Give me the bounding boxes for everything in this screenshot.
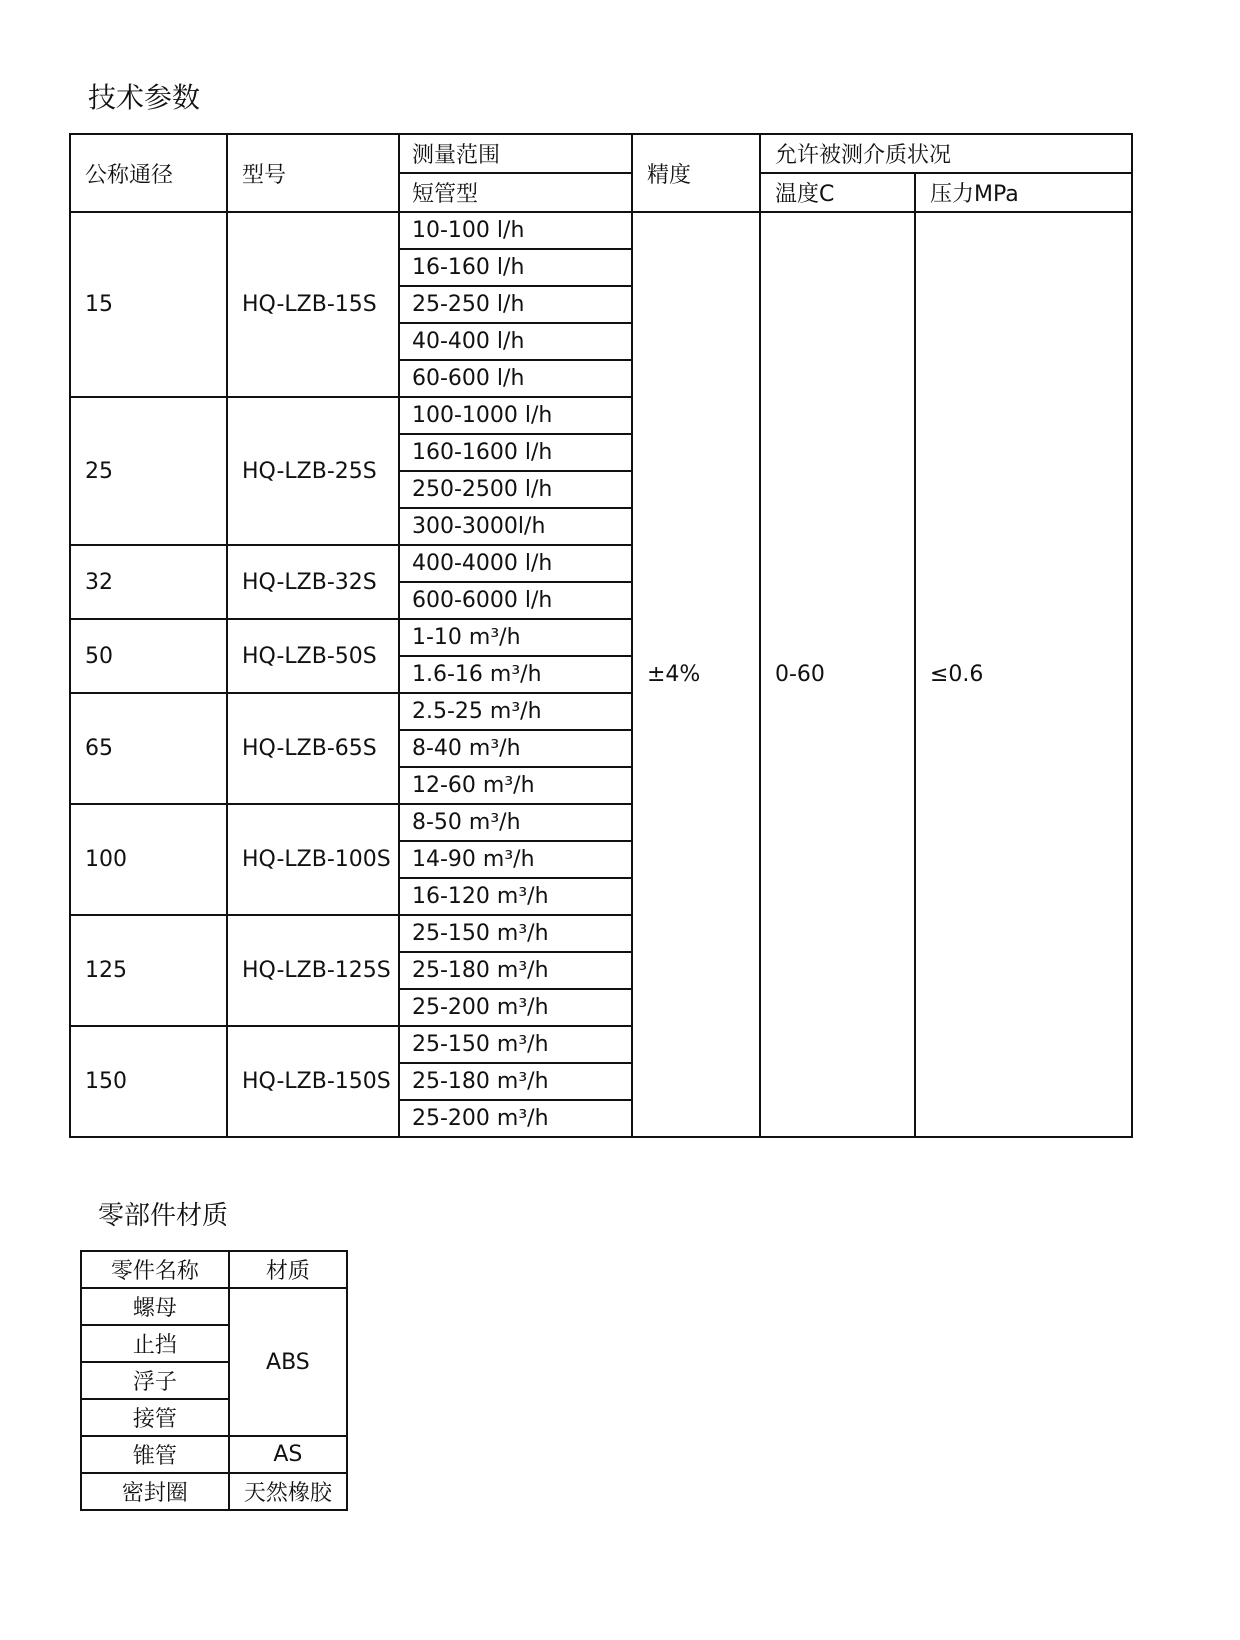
part-name: 锥管 [81,1436,229,1473]
part-name: 密封圈 [81,1473,229,1510]
part-material-abs: ABS [229,1288,347,1436]
pressure-cell: ≤0.6 [915,212,1132,1137]
range-cell: 25-200 m³/h [399,989,632,1026]
header-temperature: 温度C [760,173,915,212]
part-material-rubber: 天然橡胶 [229,1473,347,1510]
range-cell: 250-2500 l/h [399,471,632,508]
range-cell: 16-120 m³/h [399,878,632,915]
model-cell: HQ-LZB-25S [227,397,399,545]
parts-table [80,1250,348,1511]
range-cell: 2.5-25 m³/h [399,693,632,730]
parts-title: 零部件材质 [98,1201,229,1231]
spec-table [69,133,1133,1138]
range-cell: 12-60 m³/h [399,767,632,804]
nominal-diameter-cell: 65 [70,693,227,804]
nominal-diameter-cell: 32 [70,545,227,619]
spec-row [70,212,1132,249]
parts-header-name: 零件名称 [81,1251,229,1288]
range-cell: 400-4000 l/h [399,545,632,582]
part-name: 接管 [81,1399,229,1436]
range-cell: 600-6000 l/h [399,582,632,619]
header-pressure: 压力MPa [915,173,1132,212]
model-cell: HQ-LZB-150S [227,1026,399,1137]
spec-title: 技术参数 [88,81,201,114]
range-cell: 25-180 m³/h [399,952,632,989]
nominal-diameter-cell: 25 [70,397,227,545]
nominal-diameter-cell: 15 [70,212,227,397]
header-nominal-diameter: 公称通径 [70,134,227,212]
header-medium-group: 允许被测介质状况 [760,134,1132,173]
range-cell: 25-150 m³/h [399,915,632,952]
range-cell: 14-90 m³/h [399,841,632,878]
nominal-diameter-cell: 50 [70,619,227,693]
model-cell: HQ-LZB-50S [227,619,399,693]
part-material-as: AS [229,1436,347,1473]
range-cell: 8-40 m³/h [399,730,632,767]
nominal-diameter-cell: 125 [70,915,227,1026]
part-name: 螺母 [81,1288,229,1325]
range-cell: 300-3000l/h [399,508,632,545]
header-accuracy: 精度 [632,134,760,212]
part-name: 浮子 [81,1362,229,1399]
header-model: 型号 [227,134,399,212]
nominal-diameter-cell: 100 [70,804,227,915]
range-cell: 1.6-16 m³/h [399,656,632,693]
range-cell: 25-180 m³/h [399,1063,632,1100]
accuracy-cell: ±4% [632,212,760,1137]
nominal-diameter-cell: 150 [70,1026,227,1137]
range-cell: 1-10 m³/h [399,619,632,656]
part-name: 止挡 [81,1325,229,1362]
range-cell: 60-600 l/h [399,360,632,397]
range-cell: 10-100 l/h [399,212,632,249]
header-range-group: 测量范围 [399,134,632,173]
model-cell: HQ-LZB-15S [227,212,399,397]
model-cell: HQ-LZB-65S [227,693,399,804]
header-range-sub: 短管型 [399,173,632,212]
model-cell: HQ-LZB-125S [227,915,399,1026]
range-cell: 25-200 m³/h [399,1100,632,1137]
range-cell: 160-1600 l/h [399,434,632,471]
range-cell: 25-150 m³/h [399,1026,632,1063]
parts-header-material: 材质 [229,1251,347,1288]
range-cell: 100-1000 l/h [399,397,632,434]
range-cell: 16-160 l/h [399,249,632,286]
range-cell: 40-400 l/h [399,323,632,360]
range-cell: 8-50 m³/h [399,804,632,841]
model-cell: HQ-LZB-100S [227,804,399,915]
model-cell: HQ-LZB-32S [227,545,399,619]
temperature-cell: 0-60 [760,212,915,1137]
range-cell: 25-250 l/h [399,286,632,323]
